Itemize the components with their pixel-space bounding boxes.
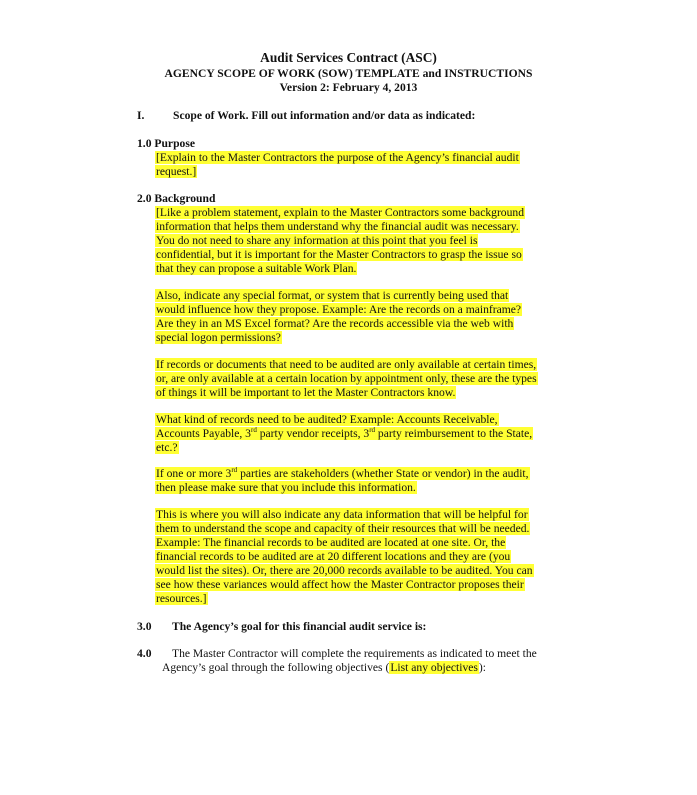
- purpose-text-line: request.]: [156, 165, 197, 178]
- paragraph-line: This is where you will also indicate any data information that will be helpful for: [156, 508, 528, 521]
- paragraph-line: You do not need to share any information at this point that you feel is: [156, 234, 478, 247]
- paragraph-line: Are they in an MS Excel format? Are the records accessible via the web with: [156, 317, 514, 330]
- objectives-text-line: The Master Contractor will complete the requirements as indicated to meet the: [172, 647, 537, 660]
- paragraph-line: would influence how they propose. Example: Are the records on a mainframe?: [156, 303, 522, 316]
- doc-title: Audit Services Contract (ASC): [260, 50, 437, 65]
- paragraph-line: financial records to be audited are at 20 different locations and they are (you: [156, 550, 511, 563]
- paragraph-line: Example: The financial records to be audited are located at one site. Or, the: [156, 536, 506, 549]
- paragraph-line: would list the sites). Or, there are 20,000 records available to be audited. You can: [156, 564, 533, 577]
- paragraph-line: them to understand the scope and capacity of their resources that will be needed.: [156, 522, 530, 535]
- paragraph-line: If records or documents that need to be audited are only available at certain times,: [156, 358, 537, 371]
- paragraph-line: If one or more 3rd parties are stakeholders (whether State or vendor) in the audit,: [156, 466, 529, 480]
- doc-version: Version 2: February 4, 2013: [279, 81, 418, 94]
- purpose-heading: 1.0 Purpose: [137, 137, 195, 150]
- paragraph-line: or, are only available at a certain location by appointment only, these are the types: [156, 372, 537, 385]
- paragraph-line: special logon permissions?: [156, 331, 281, 344]
- paragraph-line: then please make sure that you include this information.: [156, 481, 416, 494]
- section-i-heading: Scope of Work. Fill out information and/or data as indicated:: [173, 109, 476, 122]
- paragraph-line: [Like a problem statement, explain to the Master Contractors some background: [156, 206, 524, 219]
- section-i-number: I.: [137, 109, 145, 122]
- paragraph-line: What kind of records need to be audited? Example: Accounts Receivable,: [156, 413, 498, 426]
- background-heading: 2.0 Background: [137, 192, 216, 205]
- paragraph-line: etc.?: [156, 441, 178, 454]
- doc-subtitle: AGENCY SCOPE OF WORK (SOW) TEMPLATE and INSTRUCTIONS: [164, 67, 533, 80]
- paragraph-line: resources.]: [156, 592, 207, 605]
- paragraph-line: information that helps them understand why the financial audit was necessary.: [156, 220, 519, 233]
- objectives-section-number: 4.0: [137, 647, 152, 660]
- paragraph-line: confidential, but it is important for the Master Contractors to grasp the issue so: [156, 248, 522, 261]
- goal-section-number: 3.0: [137, 620, 152, 633]
- goal-section-heading: The Agency’s goal for this financial audit service is:: [172, 620, 427, 633]
- paragraph-line: of things it will be important to let the Master Contractors know.: [156, 386, 456, 399]
- purpose-text-line: [Explain to the Master Contractors the purpose of the Agency’s financial audit: [156, 151, 519, 164]
- paragraph-line: Accounts Payable, 3rd party vendor receipts, 3rd party reimbursement to the State,: [156, 426, 533, 440]
- paragraph-line: that they can propose a suitable Work Plan.: [156, 262, 357, 275]
- objectives-text-line: Agency’s goal through the following objectives (List any objectives):: [162, 661, 486, 674]
- paragraph-line: see how these variances would affect how the Master Contractor proposes their: [156, 578, 524, 591]
- paragraph-line: Also, indicate any special format, or system that is currently being used that: [156, 289, 509, 302]
